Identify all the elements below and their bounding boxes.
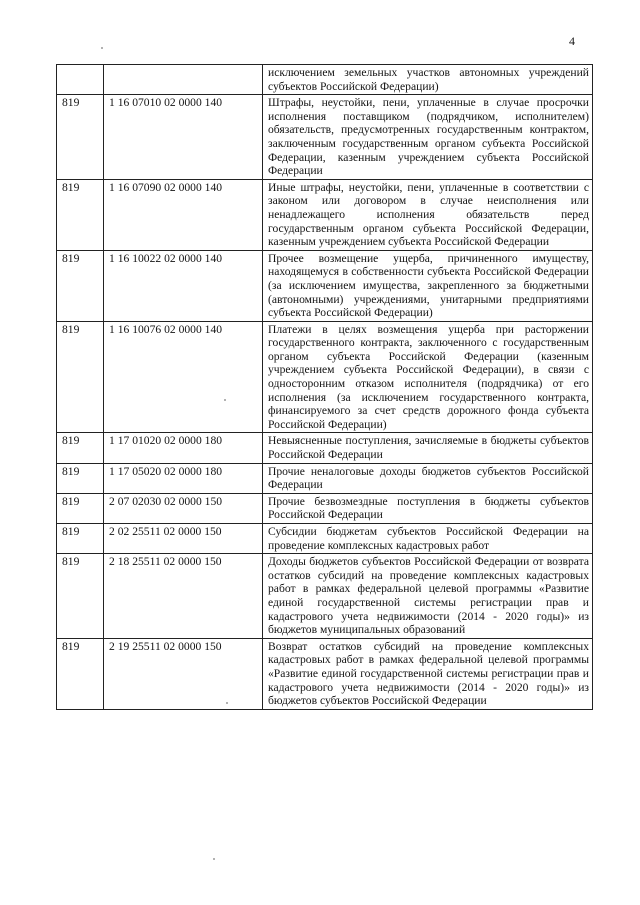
revenue-name-cell: исключением земельных участков автономных учреждений субъектов Российской Федерации): [263, 65, 593, 95]
table-row: [57, 65, 593, 95]
revenue-name-cell: Прочее возмещение ущерба, причиненного имуществу, находящемуся в собственности субъекта Российской Федерации (за исключением имущества, закрепленного за бюджетными (автономными) учреждениями, унитарными предприятиями субъекта Российской Федерации): [263, 250, 593, 321]
scan-speck: [224, 399, 226, 401]
table-row: [57, 321, 593, 433]
scan-speck: [226, 702, 228, 704]
revenue-name-cell: Прочие безвозмездные поступления в бюджеты субъектов Российской Федерации: [263, 493, 593, 523]
budget-classification-code-cell: 1 16 10022 02 0000 140: [104, 250, 263, 321]
admin-code-cell: 819: [57, 250, 104, 321]
table-row: [57, 250, 593, 321]
admin-code-cell: 819: [57, 321, 104, 433]
table-row: [57, 493, 593, 523]
budget-classification-code-cell: [104, 65, 263, 95]
admin-code-cell: 819: [57, 524, 104, 554]
revenue-name-cell: Невыясненные поступления, зачисляемые в бюджеты субъектов Российской Федерации: [263, 433, 593, 463]
budget-classification-code-cell: 2 02 25511 02 0000 150: [104, 524, 263, 554]
admin-code-cell: 819: [57, 433, 104, 463]
revenue-name-cell: Штрафы, неустойки, пени, уплаченные в случае просрочки исполнения поставщиком (подрядчиком, исполнителем) обязательств, предусмотренных государственным контрактом, заключенным государственным органом субъекта Российской Федерации, казенным учреждением субъекта Российской Федерации: [263, 95, 593, 180]
revenue-name-cell: Доходы бюджетов субъектов Российской Федерации от возврата остатков субсидий на проведение комплексных кадастровых работ в рамках федеральной целевой программы «Развитие единой государственной системы регистрации прав и кадастрового учета недвижимости (2014 - 2020 годы)» из бюджетов муниципальных образований: [263, 554, 593, 639]
revenue-name-cell: Возврат остатков субсидий на проведение комплексных кадастровых работ в рамках федеральной целевой программы «Развитие единой государственной системы регистрации прав и кадастрового учета недвижимости (2014 - 2020 годы)» из бюджетов субъектов Российской Федерации: [263, 638, 593, 709]
admin-code-cell: 819: [57, 638, 104, 709]
revenue-name-cell: Прочие неналоговые доходы бюджетов субъектов Российской Федерации: [263, 463, 593, 493]
table-row: [57, 554, 593, 639]
table-row: [57, 179, 593, 250]
budget-classification-code-cell: 2 19 25511 02 0000 150: [104, 638, 263, 709]
scan-speck: [101, 47, 103, 49]
admin-code-cell: 819: [57, 463, 104, 493]
admin-code-cell: 819: [57, 95, 104, 180]
revenue-name-cell: Субсидии бюджетам субъектов Российской Федерации на проведение комплексных кадастровых работ: [263, 524, 593, 554]
table-row: [57, 524, 593, 554]
revenue-name-cell: Иные штрафы, неустойки, пени, уплаченные в соответствии с законом или договором в случае неисполнения или ненадлежащего исполнения обязательств перед государственным органом субъекта Российской Федерации, казенным учреждением субъекта Российской Федерации: [263, 179, 593, 250]
table-row: [57, 95, 593, 180]
budget-classification-code-cell: 1 16 07090 02 0000 140: [104, 179, 263, 250]
revenue-name-cell: Платежи в целях возмещения ущерба при расторжении государственного контракта, заключенного с государственным органом субъекта Российской Федерации (казенным учреждением субъекта Российской Федерации), в связи с односторонним отказом исполнителя (подрядчика) от его исполнения (за исключением государственного контракта, финансируемого за счет средств дорожного фонда субъекта Российской Федерации): [263, 321, 593, 433]
table-row: [57, 463, 593, 493]
table-row: [57, 638, 593, 709]
budget-classification-code-cell: 1 16 07010 02 0000 140: [104, 95, 263, 180]
budget-classification-code-cell: 1 17 01020 02 0000 180: [104, 433, 263, 463]
admin-code-cell: 819: [57, 179, 104, 250]
admin-code-cell: 819: [57, 493, 104, 523]
budget-classification-code-cell: 2 07 02030 02 0000 150: [104, 493, 263, 523]
budget-classification-code-cell: 1 17 05020 02 0000 180: [104, 463, 263, 493]
admin-code-cell: [57, 65, 104, 95]
page-number: 4: [569, 34, 575, 48]
table-row: [57, 433, 593, 463]
admin-code-cell: 819: [57, 554, 104, 639]
revenue-codes-table: [56, 64, 593, 710]
scan-speck: [213, 858, 215, 860]
budget-classification-code-cell: 2 18 25511 02 0000 150: [104, 554, 263, 639]
budget-classification-code-cell: 1 16 10076 02 0000 140: [104, 321, 263, 433]
table-body: [57, 65, 593, 710]
